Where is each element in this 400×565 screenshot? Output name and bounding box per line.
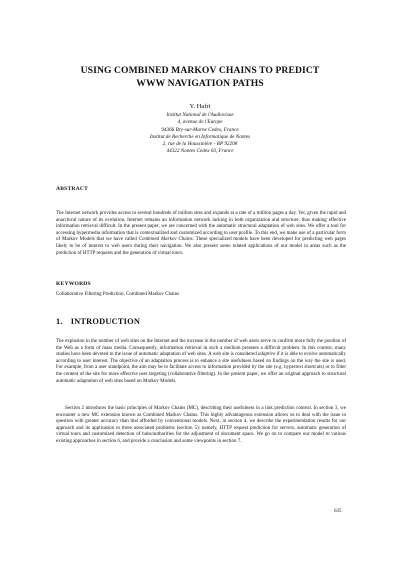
page-number: 635 <box>334 509 342 514</box>
section-number: 1. <box>56 317 63 326</box>
intro-paragraph-2: Section 2 introduces the basic principles of Markov Chains (MC), describing their usefulness in a link prediction context. In section 3, we encounter a new MC extension known as Combined Markov Chains. This highly advantageous extension allows us to deal with the issue in question with greater accuracy than that afforded by conventional models. Next, in section 4, we describe the experimentation results for our approach and its application to three associated problems (section 5): namely, HTTP request prediction for servers, automatic generation of virtual tours and customized detection of hubs/authorities for the adjustment of document space. We go on to compare our model to various existing approaches in section 6, and provide a conclusion and some viewpoints in section 7. <box>56 406 346 444</box>
affiliation-line: 4, avenue de l'Europe <box>177 119 223 126</box>
abstract-text: The Internet network provides access to several hundreds of million sites and expands at a rate of a million pages a day. Yet, given the rapid and anarchical nature of its evolution, Internet remains an information network lacking in both organization and structure, thus making effective information retrieval difficult. In the present paper, we are concerned with the automatic structural adaptation of web sites. We offer a tool for accessing hypermedia information that is contextualized and customized according to user profile. To this end, we make use of a particular form of Markov Models that we have called Combined Markov Chains. These specialized models have been developed for predicting web pages likely to be of interest to web users during their navigation. We also present some related applications of our model in areas such as the prediction of HTTP requests and the generation of virtual tours. <box>56 211 346 256</box>
affiliation-line: 94366 Bry-sur-Marne Cedex, France <box>161 126 239 133</box>
affiliation-line: 2, rue de la Houssinière - BP 92208 <box>162 141 238 148</box>
paper-title <box>40 64 360 90</box>
introduction-heading <box>56 317 140 326</box>
keywords-text: Collaborative Filtering Prediction, Combined Markov Chains <box>56 292 180 297</box>
author-block <box>60 102 340 156</box>
abstract-heading: ABSTRACT <box>56 186 89 192</box>
author-name: Y. Hafri <box>189 103 211 110</box>
keywords-heading: KEYWORDS <box>56 281 91 287</box>
affiliation-line: 44322 Nantes Cedex 03, France <box>166 148 234 155</box>
affiliation-line: Institut National de l'Audiovisue <box>166 112 234 118</box>
affiliation-line: Institut de Recherche en Informatique de Nantes <box>149 133 251 140</box>
section-title: INTRODUCTION <box>70 317 141 326</box>
title-line-1: USING COMBINED MARKOV CHAINS TO PREDICT <box>80 65 320 76</box>
intro-paragraph-1: The explosion in the number of web sites on the Internet and the increase in the number of web users serve to confirm more fully the position of the Web as a form of mass media. Consequently, information retrieval in such a medium presents a difficult problem. In this context, many studies have been devoted to the issue of automatic adaptation of web sites. A web site is considered adaptive if it is able to evolve automatically according to user interest. The objective of an adaptation process is to enhance a site usefulness based on findings on the way the site is used. For example, from a user standpoint, the aim may be to facilitate access to information provided by the site (e.g. hypertext shortcuts) or to filter the content of the site for more effective user targeting (collaborative filtering). In the present paper, we offer an original approach to structural automatic adaptation of web sites based on Markov Models. <box>56 339 346 384</box>
title-line-2: WWW NAVIGATION PATHS <box>136 78 264 89</box>
